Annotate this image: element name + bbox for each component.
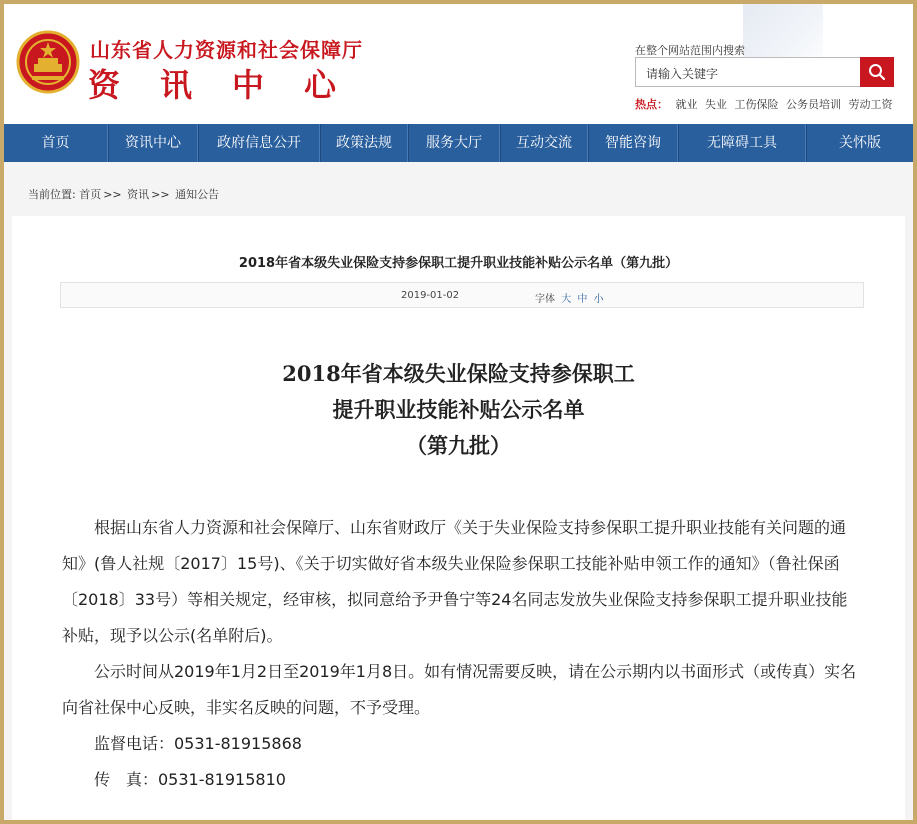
hot-keywords xyxy=(635,96,897,112)
breadcrumb-item-home[interactable]: 首页 xyxy=(79,188,102,201)
nav-item-policy[interactable]: 政策法规 xyxy=(320,124,408,162)
font-size-large[interactable]: 大 xyxy=(561,294,572,305)
hot-keyword-link[interactable]: 劳动工资 xyxy=(848,98,893,111)
hot-keyword-link[interactable]: 就业 xyxy=(675,98,698,111)
document-body xyxy=(62,510,862,798)
search-button[interactable] xyxy=(860,57,894,87)
nav-item-service[interactable]: 服务大厅 xyxy=(408,124,500,162)
breadcrumb-prefix: 当前位置: xyxy=(28,188,76,201)
nav-item-consult[interactable]: 智能咨询 xyxy=(588,124,678,162)
org-name[interactable]: 山东省人力资源和社会保障厅 xyxy=(90,38,363,62)
document-title-line: 提升职业技能补贴公示名单 xyxy=(332,397,585,422)
site-header xyxy=(4,4,913,124)
article-meta-bar xyxy=(60,282,864,308)
font-size-label: 字体 xyxy=(535,294,555,305)
supervise-phone: 监督电话：0531-81915868 xyxy=(94,734,302,753)
breadcrumb-item-notice[interactable]: 通知公告 xyxy=(175,188,220,201)
body-paragraph: 根据山东省人力资源和社会保障厅、山东省财政厅《关于失业保险支持参保职工提升职业技能有关问题的通知》(鲁人社规〔2017〕15号)、《关于切实做好省本级失业保险参保职工技能补贴申领工作的通知》（鲁社保函〔2018〕33号）等相关规定，经审核，拟同意给予尹鲁宁等24名同志发放失业保险支持参保职工提升职业技能补贴，现予以公示(名单附后)。 xyxy=(62,518,848,645)
nav-item-news[interactable]: 资讯中心 xyxy=(108,124,198,162)
fax-number: 传 真：0531-81915810 xyxy=(94,770,286,789)
hot-label: 热点： xyxy=(635,98,668,111)
national-emblem-icon xyxy=(16,30,80,94)
article-container xyxy=(12,216,905,820)
body-paragraph: 公示时间从2019年1月2日至2019年1月8日。如有情况需要反映，请在公示期内以书面形式（或传真）实名向省社保中心反映，非实名反映的问题，不予受理。 xyxy=(62,662,857,717)
document-title-line: （第九批） xyxy=(406,433,511,458)
font-size-selector xyxy=(535,290,604,305)
nav-item-interaction[interactable]: 互动交流 xyxy=(500,124,588,162)
font-size-small[interactable]: 小 xyxy=(593,294,604,305)
hot-keyword-link[interactable]: 失业 xyxy=(705,98,727,111)
hot-keyword-link[interactable]: 工伤保险 xyxy=(734,98,779,111)
document-title xyxy=(12,356,905,464)
page-frame xyxy=(4,4,913,820)
hot-keyword-link[interactable]: 公务员培训 xyxy=(786,98,841,111)
breadcrumb-separator: >> xyxy=(151,188,170,201)
search-input[interactable]: 请输入关键字 xyxy=(635,57,861,87)
breadcrumb xyxy=(28,186,219,202)
breadcrumb-separator: >> xyxy=(103,188,122,201)
search-icon xyxy=(868,63,886,81)
nav-item-care[interactable]: 关怀版 xyxy=(806,124,913,162)
document-title-line: 2018年省本级失业保险支持参保职工 xyxy=(282,361,635,386)
nav-item-home[interactable]: 首页 xyxy=(4,124,108,162)
search-hint: 在整个网站范围内搜索 xyxy=(635,44,745,57)
article-date: 2019-01-02 xyxy=(401,290,460,301)
site-subtitle[interactable]: 资讯中心 xyxy=(88,66,377,104)
main-nav xyxy=(4,124,913,162)
article-title: 2018年省本级失业保险支持参保职工提升职业技能补贴公示名单（第九批） xyxy=(238,256,679,271)
nav-item-gov-info[interactable]: 政府信息公开 xyxy=(198,124,320,162)
font-size-medium[interactable]: 中 xyxy=(577,294,588,305)
breadcrumb-item-news[interactable]: 资讯 xyxy=(127,188,150,201)
nav-item-accessibility[interactable]: 无障碍工具 xyxy=(678,124,806,162)
